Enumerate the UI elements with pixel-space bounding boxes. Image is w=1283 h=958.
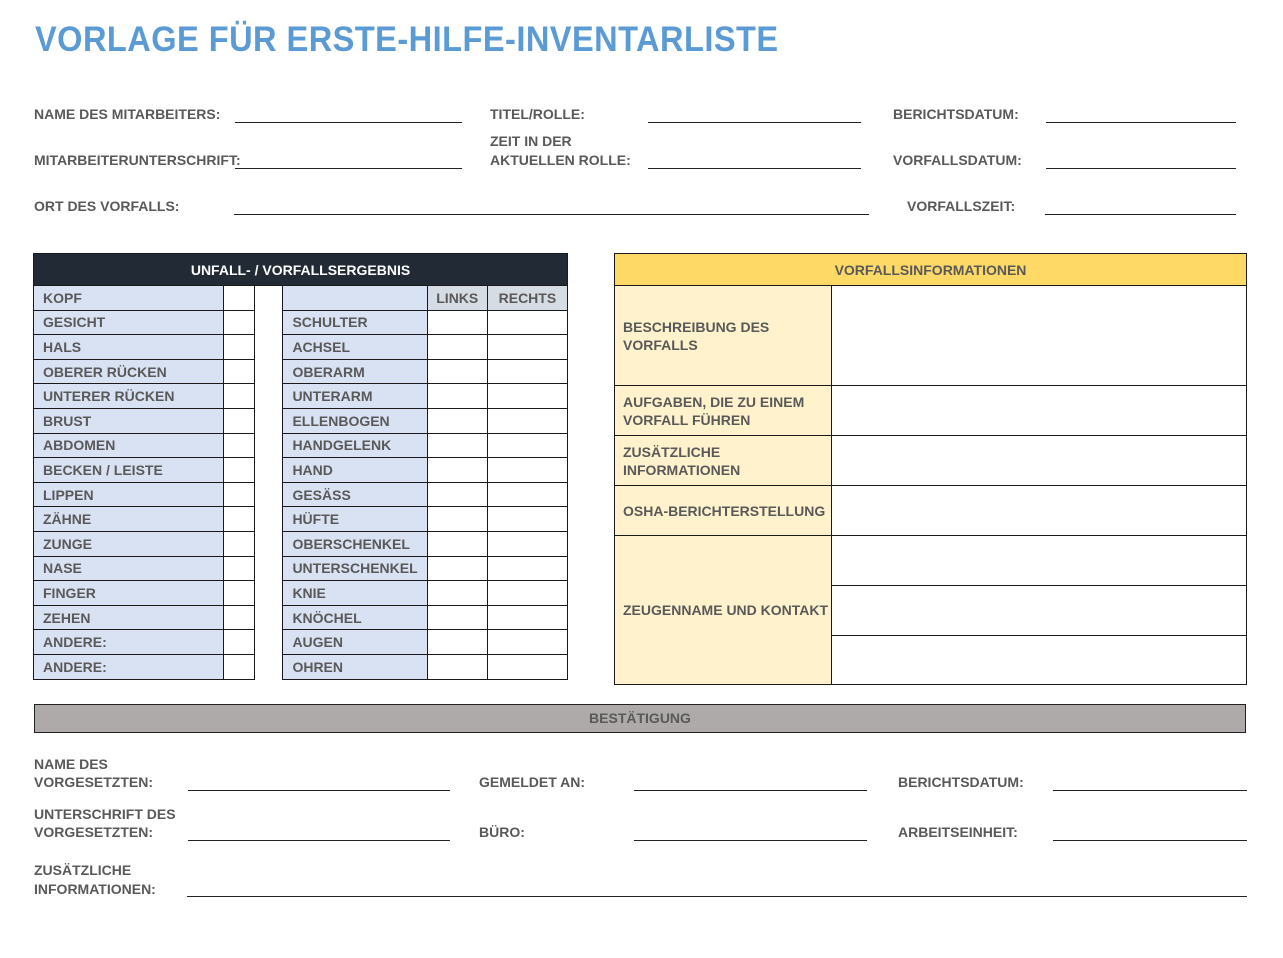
- body-part-checkbox[interactable]: [224, 335, 255, 360]
- body-part-checkbox[interactable]: [224, 605, 255, 630]
- right-checkbox[interactable]: [487, 335, 567, 360]
- office-field[interactable]: [634, 840, 867, 841]
- title-role-field[interactable]: [648, 122, 861, 123]
- body-part-label: KNIE: [283, 581, 427, 606]
- table-row: [34, 507, 568, 532]
- supervisor-name-field[interactable]: [188, 790, 450, 791]
- table-row: [34, 384, 568, 409]
- left-checkbox[interactable]: [427, 458, 487, 483]
- left-checkbox[interactable]: [427, 605, 487, 630]
- employee-signature-label: MITARBEITERUNTERSCHRIFT:: [34, 152, 241, 168]
- left-checkbox[interactable]: [427, 507, 487, 532]
- body-part-label: HÜFTE: [283, 507, 427, 532]
- right-checkbox[interactable]: [487, 507, 567, 532]
- body-part-label: GESÄSS: [283, 482, 427, 507]
- body-part-label: OBERARM: [283, 359, 427, 384]
- table-row: [34, 581, 568, 606]
- right-checkbox[interactable]: [487, 531, 567, 556]
- body-part-label: HANDGELENK: [283, 433, 427, 458]
- body-part-label: KOPF: [34, 286, 224, 311]
- body-part-label: ACHSEL: [283, 335, 427, 360]
- left-checkbox[interactable]: [427, 654, 487, 679]
- right-checkbox[interactable]: [487, 458, 567, 483]
- body-part-label: HALS: [34, 335, 224, 360]
- body-part-label: UNTERSCHENKEL: [283, 556, 427, 581]
- table-row: [34, 654, 568, 679]
- body-part-label: ZUNGE: [34, 531, 224, 556]
- right-checkbox[interactable]: [487, 310, 567, 335]
- incident-date-label: VORFALLSDATUM:: [893, 152, 1022, 168]
- body-part-label: HAND: [283, 458, 427, 483]
- table-row: [34, 286, 568, 311]
- tasks-field[interactable]: [832, 386, 1247, 436]
- time-in-role-field[interactable]: [648, 168, 861, 169]
- body-part-label: UNTERER RÜCKEN: [34, 384, 224, 409]
- reported-to-label: GEMELDET AN:: [479, 774, 586, 790]
- body-part-checkbox[interactable]: [224, 581, 255, 606]
- tasks-label: AUFGABEN, DIE ZU EINEM VORFALL FÜHREN: [615, 386, 832, 436]
- left-checkbox[interactable]: [427, 359, 487, 384]
- body-part-label: ANDERE:: [34, 654, 224, 679]
- report-date-label: BERICHTSDATUM:: [893, 106, 1019, 122]
- right-checkbox[interactable]: [487, 556, 567, 581]
- table-row: [34, 310, 568, 335]
- confirmation-additional-label-1: ZUSÄTZLICHE: [34, 862, 132, 878]
- body-part-label: OBERER RÜCKEN: [34, 359, 224, 384]
- table-row: [34, 630, 568, 655]
- page-title: VORLAGE FÜR ERSTE-HILFE-INVENTARLISTE: [35, 20, 779, 59]
- employee-name-field[interactable]: [235, 122, 462, 123]
- body-part-label: ZEHEN: [34, 605, 224, 630]
- left-checkbox[interactable]: [427, 335, 487, 360]
- column-header-rechts: RECHTS: [487, 286, 567, 311]
- right-checkbox[interactable]: [487, 581, 567, 606]
- left-checkbox[interactable]: [427, 556, 487, 581]
- body-part-label: KNÖCHEL: [283, 605, 427, 630]
- body-part-checkbox[interactable]: [224, 433, 255, 458]
- left-checkbox[interactable]: [427, 630, 487, 655]
- left-checkbox[interactable]: [427, 433, 487, 458]
- witness-field-3[interactable]: [832, 636, 1247, 685]
- body-part-label: SCHULTER: [283, 310, 427, 335]
- body-part-label: BRUST: [34, 408, 224, 433]
- time-in-role-label-1: ZEIT IN DER: [490, 133, 572, 149]
- body-part-label: LIPPEN: [34, 482, 224, 507]
- report-date-field[interactable]: [1046, 122, 1236, 123]
- body-part-label: FINGER: [34, 581, 224, 606]
- body-part-label: ELLENBOGEN: [283, 408, 427, 433]
- column-header-links: LINKS: [427, 286, 487, 311]
- body-part-checkbox[interactable]: [224, 458, 255, 483]
- office-label: BÜRO:: [479, 824, 525, 840]
- incident-time-field[interactable]: [1045, 214, 1236, 215]
- table-row: [34, 482, 568, 507]
- work-unit-field[interactable]: [1053, 840, 1247, 841]
- incident-time-label: VORFALLSZEIT:: [907, 198, 1016, 214]
- body-part-label: GESICHT: [34, 310, 224, 335]
- incident-date-field[interactable]: [1046, 168, 1236, 169]
- table-row: [34, 408, 568, 433]
- left-checkbox[interactable]: [427, 482, 487, 507]
- body-part-checkbox[interactable]: [224, 556, 255, 581]
- supervisor-name-label-2: VORGESETZTEN:: [34, 774, 154, 790]
- body-part-label: ZÄHNE: [34, 507, 224, 532]
- osha-field[interactable]: [832, 486, 1247, 536]
- witness-field-1[interactable]: [832, 536, 1247, 586]
- right-checkbox[interactable]: [487, 630, 567, 655]
- table-row: [34, 605, 568, 630]
- additional-info-label: ZUSÄTZLICHE INFORMATIONEN: [615, 436, 832, 486]
- body-part-checkbox[interactable]: [224, 384, 255, 409]
- body-part-label: OHREN: [283, 654, 427, 679]
- osha-label: OSHA-BERICHTERSTELLUNG: [615, 486, 832, 536]
- body-part-label: [283, 286, 427, 311]
- body-part-checkbox[interactable]: [224, 531, 255, 556]
- body-part-label: UNTERARM: [283, 384, 427, 409]
- employee-name-label: NAME DES MITARBEITERS:: [34, 106, 221, 122]
- witness-field-2[interactable]: [832, 586, 1247, 636]
- supervisor-signature-field[interactable]: [188, 840, 450, 841]
- left-checkbox[interactable]: [427, 384, 487, 409]
- body-part-checkbox[interactable]: [224, 310, 255, 335]
- confirmation-report-date-label: BERICHTSDATUM:: [898, 774, 1024, 790]
- injury-table-title: UNFALL- / VORFALLSERGEBNIS: [34, 254, 568, 286]
- injury-table: [33, 253, 568, 680]
- left-checkbox[interactable]: [427, 531, 487, 556]
- employee-signature-field[interactable]: [235, 168, 462, 169]
- right-checkbox[interactable]: [487, 408, 567, 433]
- table-row: [34, 433, 568, 458]
- left-checkbox[interactable]: [427, 581, 487, 606]
- work-unit-label: ARBEITSEINHEIT:: [898, 824, 1018, 840]
- right-checkbox[interactable]: [487, 433, 567, 458]
- body-part-checkbox[interactable]: [224, 408, 255, 433]
- supervisor-signature-label-2: VORGESETZTEN:: [34, 824, 154, 840]
- body-part-label: OBERSCHENKEL: [283, 531, 427, 556]
- body-part-label: ABDOMEN: [34, 433, 224, 458]
- time-in-role-label-2: AKTUELLEN ROLLE:: [490, 152, 631, 168]
- left-checkbox[interactable]: [427, 310, 487, 335]
- right-checkbox[interactable]: [487, 654, 567, 679]
- body-part-label: NASE: [34, 556, 224, 581]
- right-checkbox[interactable]: [487, 605, 567, 630]
- incident-info-table: [614, 253, 1247, 685]
- supervisor-name-label-1: NAME DES: [34, 756, 108, 772]
- body-part-checkbox[interactable]: [224, 359, 255, 384]
- table-row: [34, 556, 568, 581]
- body-part-checkbox[interactable]: [224, 286, 255, 311]
- supervisor-signature-label-1: UNTERSCHRIFT DES: [34, 806, 176, 822]
- table-row: [34, 359, 568, 384]
- description-label: BESCHREIBUNG DES VORFALLS: [615, 286, 832, 386]
- body-part-label: ANDERE:: [34, 630, 224, 655]
- body-part-label: AUGEN: [283, 630, 427, 655]
- reported-to-field[interactable]: [634, 790, 867, 791]
- additional-info-field[interactable]: [832, 436, 1247, 486]
- incident-location-field[interactable]: [234, 214, 869, 215]
- right-checkbox[interactable]: [487, 384, 567, 409]
- body-part-checkbox[interactable]: [224, 654, 255, 679]
- body-part-label: BECKEN / LEISTE: [34, 458, 224, 483]
- description-field[interactable]: [832, 286, 1247, 386]
- left-checkbox[interactable]: [427, 408, 487, 433]
- incident-info-title: VORFALLSINFORMATIONEN: [615, 254, 1247, 286]
- body-part-checkbox[interactable]: [224, 482, 255, 507]
- body-part-checkbox[interactable]: [224, 630, 255, 655]
- right-checkbox[interactable]: [487, 359, 567, 384]
- body-part-checkbox[interactable]: [224, 507, 255, 532]
- table-row: [34, 335, 568, 360]
- confirmation-additional-field[interactable]: [187, 896, 1247, 897]
- right-checkbox[interactable]: [487, 482, 567, 507]
- confirmation-additional-label-2: INFORMATIONEN:: [34, 881, 156, 897]
- confirmation-report-date-field[interactable]: [1053, 790, 1247, 791]
- incident-location-label: ORT DES VORFALLS:: [34, 198, 180, 214]
- table-row: [34, 531, 568, 556]
- title-role-label: TITEL/ROLLE:: [490, 106, 585, 122]
- confirmation-header: BESTÄTIGUNG: [34, 704, 1246, 733]
- table-row: [34, 458, 568, 483]
- witness-label: ZEUGENNAME UND KONTAKT: [615, 536, 832, 685]
